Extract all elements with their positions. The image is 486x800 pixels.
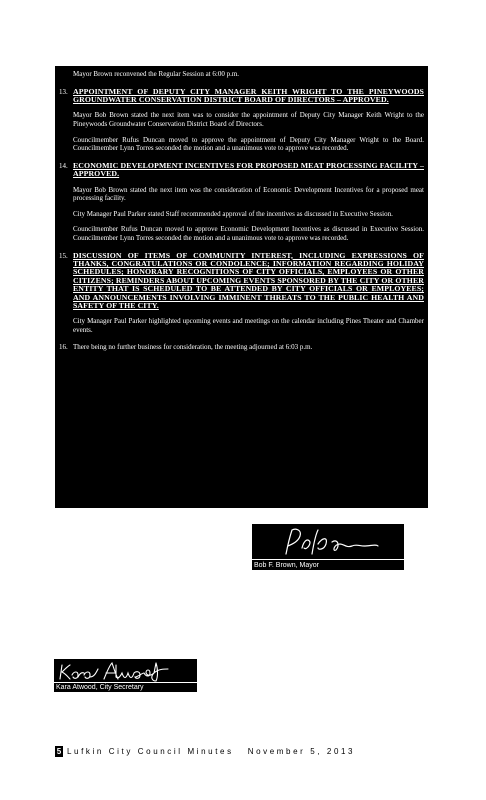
item-paragraph: Councilmember Rufus Duncan moved to approve the appointment of Deputy City Manager Wright to the Board. Councilmember Lynn Torres seconded the motion and a unanimous vote to approve was recorded. (73, 135, 424, 153)
secretary-name: Kara Atwood, City Secretary (56, 684, 144, 691)
mayor-signature-block (252, 524, 404, 570)
item-paragraph: City Manager Paul Parker highlighted upcoming events and meetings on the calendar including Pines Theater and Chamber events. (73, 317, 424, 334)
item-heading: APPOINTMENT OF DEPUTY CITY MANAGER KEITH WRIGHT TO THE PINEYWOODS GROUNDWATER CONSERVATION DISTRICT BOARD OF DIRECTORS – APPROVED. (73, 86, 424, 104)
item-number: 13. (59, 87, 68, 96)
mayor-name: Bob F. Brown, Mayor (254, 562, 319, 569)
footer-title: Lufkin City Council Minutes (67, 746, 234, 756)
item-paragraph: Mayor Bob Brown stated the next item was to consider the appointment of Deputy City Manager Keith Wright to the Pineywoods Groundwater Conservation District Board of Directors. (73, 111, 424, 128)
item-paragraph: Councilmember Rufus Duncan moved to approve Economic Development Incentives as discussed in Executive Session. Councilmember Lynn Torres seconded the motion and a unanimous vote to approve was recorded. (73, 225, 424, 242)
mayor-signature-line (252, 559, 404, 560)
page-footer (55, 745, 355, 757)
secretary-signature-block (54, 659, 197, 692)
agenda-item-15 (59, 252, 424, 335)
item-heading: DISCUSSION OF ITEMS OF COMMUNITY INTEREST, INCLUDING EXPRESSIONS OF THANKS, CONGRATULATIONS OR CONDOLENCE; INFORMATION REGARDING HOLIDAY SCHEDULES; HONORARY RECOGNITIONS OF CITY OFFICIALS, EMPLOYEES OR OTHER CITIZENS; REMINDERS ABOUT UPCOMING EVENTS SPONSORED BY THE CITY OR OTHER ENTITY THAT IS SCHEDULED TO BE ATTENDED BY CITY OFFICIALS OR EMPLOYEES; AND ANNOUNCEMENTS INVOLVING IMMINENT THREATS TO THE PUBLIC HEALTH AND SAFETY OF THE CITY. (73, 250, 424, 310)
adjournment-text: There being no further business for consideration, the meeting adjourned at 6:03 p.m. (73, 342, 313, 351)
item-paragraph: Mayor Bob Brown stated the next item was the consideration of Economic Development Incentives for a proposed meat processing facility. (73, 185, 424, 203)
minutes-content (55, 66, 428, 508)
secretary-signature-line (54, 682, 197, 683)
agenda-item-16 (59, 343, 424, 352)
footer-date: November 5, 2013 (247, 746, 356, 756)
agenda-item-14 (59, 162, 424, 243)
page-number: 5 (56, 746, 62, 756)
opening-line: Mayor Brown reconvened the Regular Session at 6:00 p.m. (73, 70, 240, 78)
item-number: 15. (59, 251, 68, 260)
item-number: 14. (59, 161, 68, 170)
mayor-signature-image (252, 524, 404, 560)
secretary-signature-image (54, 659, 197, 683)
agenda-item-13 (59, 88, 424, 153)
item-number: 16. (59, 342, 68, 351)
item-heading: ECONOMIC DEVELOPMENT INCENTIVES FOR PROPOSED MEAT PROCESSING FACILITY – APPROVED. (73, 160, 424, 179)
item-paragraph: City Manager Paul Parker stated Staff recommended approval of the incentives as discussed in Executive Session. (73, 209, 393, 218)
